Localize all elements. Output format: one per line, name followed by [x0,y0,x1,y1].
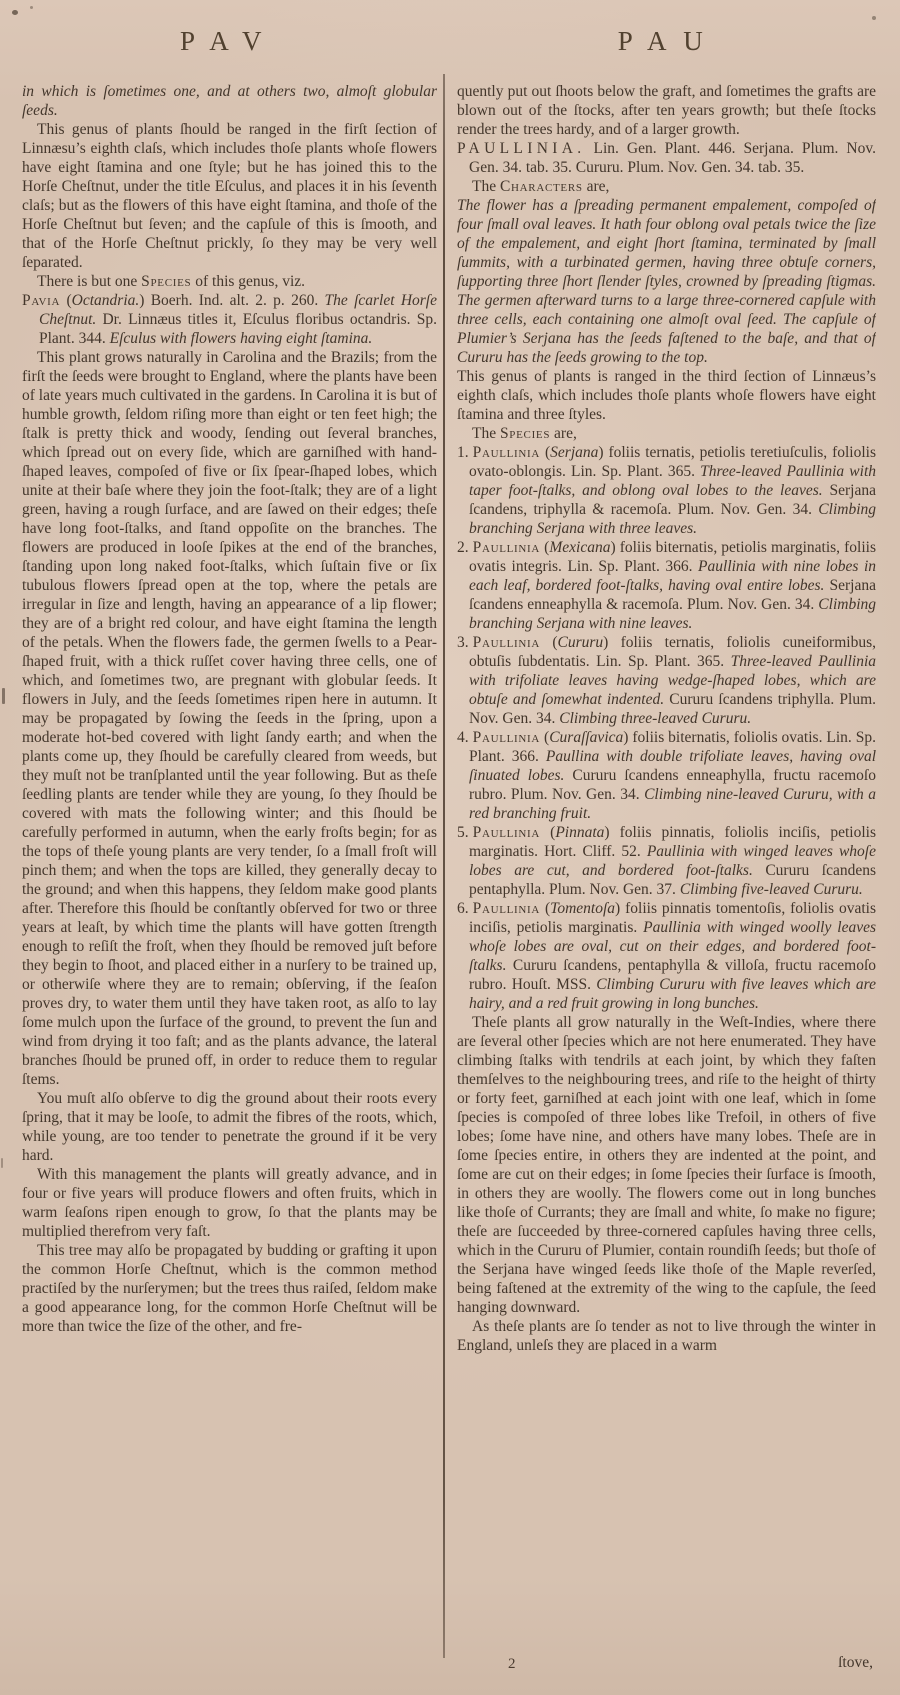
text-run: Mexicana [549,539,611,556]
paragraph [22,1089,437,1165]
paragraph [457,424,876,443]
text-run: Paullinia [472,444,541,461]
species-item [457,899,876,1013]
text-run: Lin. Gen. Plant. 446. Serjana. Plum. Nov. Gen. 34. tab. 35. Cururu. Plum. Nov. Gen. 34. tab. 35. [469,140,876,176]
ink-speck [12,10,18,15]
text-run: Cururu ſcandens pentaphylla. Plum. Nov. Gen. 37. [469,862,876,898]
paragraph [457,1317,876,1355]
text-run: ) foliis pinnatis tomentoſis, foliolis ovatis inciſis, petiolis marginatis. [469,900,876,936]
text-run: Cururu ſcandens, pentaphylla & villoſa, fructu racemoſo rubro. Houſt. MSS. [469,957,876,993]
paragraph [22,272,437,291]
text-run: ( [540,729,550,746]
text-run: Species [141,273,192,290]
text-run: Serjana ſcandens, triphylla & racemoſa. Plum. Nov. Gen. 34. [469,482,876,518]
text-run: Serjana [550,444,599,461]
species-number: 6. [457,900,469,917]
paragraph [457,367,876,424]
right-column [445,82,876,1656]
text-run: The [472,178,500,195]
text-run: ( [540,539,550,556]
ink-speck [872,16,876,20]
text-run: Paullinia with winged woolly leaves whoſe lobes are oval, cut on their edges, and bordered foot-ſtalks. [469,919,876,974]
text-run: ) foliis ternatis, foliolis cuneiformibus, obtuſis ſubdentatis. Lin. Sp. Plant. 365. [469,634,876,670]
text-run: This plant grows naturally in Carolina and the Brazils; from the firſt the ſeeds were brought to England, where the plants have been of late years much cultivated in the gardens. In Carolina it is but of humble growth, ſeldom riſing more than eight or ten feet high; the ſtalk is pretty thick and woody, ſending out ſeveral branches, which ſpread out on every ſide, which are garniſhed with hand-ſhaped leaves, compoſed of five or ſix ſpear-ſhaped lobes, which unite at their baſe where they join the foot-ſtalk; they are of a light green, having a rough ſurface, and are ſawed on their edges; theſe have long foot-ſtalks, and ſtand oppoſite on the branches. The flowers are produced in looſe ſpikes at the end of the branches, ſtanding upon long naked foot-ſtalks, which ſuſtain five or ſix tubulous flowers ſpread open at the top, where the petals are irregular in ſize and length, having an appearance of a lip flower; they are of a bright red colour, and have eight ſtamina the length of the petals. When the flowers fade, the germen ſwells to a Pear-ſhaped fruit, with a thick ruſſet cover having three cells, one of which, and ſometimes two, are pregnant with globular ſeeds. It flowers in July, and the ſeeds ſometimes ripen here in autumn. It may be propagated by ſowing the ſeeds in the ſpring, upon a moderate hot-bed covered with light ſandy earth; and when the plants come up, they ſhould be carefully cleared from weeds, but they muſt not be tranſplanted until the year following. But as theſe ſeedling plants are tender while they are young, ſo they ſhould be covered with mats the following winter; and this ſhould be carefully performed in autumn, when the early froſts begin; for as the tops of theſe young plants are very tender, ſo a ſmall froſt will pinch them; and when the tops are killed, they generally decay to the ground; and when this happens, they ſeldom make good plants after. Therefore this ſhould be conſtantly obſerved for two or three years at leaſt, by which time the plants will have gotten ſtrength enough to reſiſt the froſt, when they ſhould be removed juſt before they begin to ſhoot, and placed either in a nurſery to be trained up, or otherwiſe where they are to remain; obſerving, if the ſeaſon proves dry, to water them until they have taken root, as alſo to lay ſome mulch upon the ſurface of the ground, to prevent the ſun and wind from drying it too faſt; and as the plants advance, the lateral branches ſhould be pruned off, in order to reduce them to regular ſtems. [22,349,437,1088]
paragraph [22,291,437,348]
species-number: 2. [457,539,469,556]
text-run: Characters [499,178,583,195]
text-run: Paullinia [472,539,541,556]
text-run: ( [60,292,72,309]
text-run: are, [550,425,577,442]
text-run: Climbing Cururu with five leaves which are hairy, and a red fruit growing in long bunches. [469,976,876,1012]
running-head-right: PAU [617,26,720,56]
text-run: Pavia [22,292,61,309]
text-run: Paullinia [472,900,541,917]
text-run: ) foliis pinnatis, foliolis inciſis, petiolis marginatis. Hort. Cliff. 52. [469,824,876,860]
text-run: You muſt alſo obſerve to dig the ground about their roots every ſpring, that it may be looſe, to admit the fibres of the roots, which, while young, are too tender to penetrate the ground if it be very hard. [22,1090,437,1164]
ink-speck [1,1158,3,1168]
text-run: Cururu [557,634,604,651]
paragraph [457,196,876,367]
text-run: Climbing five-leaved Cururu. [679,881,863,898]
species-item [457,538,876,633]
paragraph [457,82,876,139]
species-number: 3. [457,634,469,651]
text-run: Tomentoſa [550,900,616,917]
text-run: Climbing nine-leaved Cururu, with a red branching fruit. [469,786,876,822]
paragraph [22,348,437,1089]
text-run: This genus of plants is ranged in the third ſection of Linnæus’s eighth claſs, which includes thoſe plants whoſe flowers have eight ſtamina and three ſtyles. [457,368,876,423]
catchword: ſtove, [838,1654,873,1671]
text-run: The flower has a ſpreading permanent empalement, compoſed of four ſmall oval leaves. It hath four oblong oval petals twice the ſize of the empalement, and eight ſhort ſtamina, terminated by ſmall ſummits, with a turbinated germen, having three obtuſe corners, ſupporting three ſhort ſlender ſtyles, crowned by ſpreading ſtigmas. The germen afterward turns to a large three-cornered capſule with three cells, each containing one almoſt oval ſeed. The capſule of Plumier’s Serjana has the ſeeds faſtened to the baſe, and that of Cururu has the ſeeds growing to the top. [457,197,876,366]
text-run: ) foliis ternatis, petiolis teretiuſculis, foliolis ovato-oblongis. Lin. Sp. Plant. 365. [469,444,876,480]
text-run: ( [540,444,551,461]
text-run: Paullinia [472,729,541,746]
text-run: ( [540,634,558,651]
paragraph [457,1013,876,1317]
text-run: Dr. Linnæus titles it, Eſculus floribus octandris. Sp. Plant. 344. [39,311,437,347]
text-run: of this genus, viz. [191,273,306,290]
species-number: 4. [457,729,469,746]
text-run: Cururu ſcandens enneaphylla, fructu racemoſo rubro. Plum. Nov. Gen. 34. [469,767,876,803]
text-run: ) Boerh. Ind. alt. 2. p. 260. [139,292,325,309]
text-run: Theſe plants all grow naturally in the Weſt-Indies, where there are ſeveral other ſpecies which are not here enumerated. They have climbing ſtalks with tendrils at each joint, by which they faſten themſelves to the neighbouring trees, and riſe to the height of thirty or forty feet, garniſhed at each joint with one leaf, which in ſome ſpecies is compoſed of three lobes like Trefoil, in others of five lobes; ſome have nine, and others have many lobes. Theſe are in ſome ſpecies entire, in others they are indented at the point, and ſome are cut on their edges; in ſome ſpecies their ſurface is ſmooth, in others they are woolly. The flowers come out in long bunches like thoſe of Currants; they are ſmall and white, ſo make no figure; theſe are ſucceeded by three-cornered capſules having three cells, which in the Cururu of Plumier, contain roundiſh ſeeds; but thoſe of the Serjana have winged ſeeds like thoſe of the Maple reverſed, being faſtened at the extremity of the wing to the capſule, the ſeed hanging downward. [457,1014,876,1316]
text-run: PAULLINIA. [457,140,586,157]
text-run: Paullinia [472,824,541,841]
paragraph [457,177,876,196]
text-run: ( [540,824,556,841]
species-item [457,633,876,728]
paragraph [22,1165,437,1241]
text-run: The [472,425,500,442]
text-run: Three-leaved Paullinia with taper foot-ſtalks, and oblong oval lobes to the leaves. [469,463,876,499]
paragraph [457,139,876,177]
text-run: Octandria. [71,292,140,309]
text-run: quently put out ſhoots below the graft, and ſometimes the grafts are blown out of the ſtocks, after ten years growth; but theſe ſtocks render the trees hardy, and of a larger growth. [457,83,876,138]
text-run: Paullinia with nine lobes in each leaf, bordered foot-ſtalks, having oval entire lobes. [469,558,876,594]
text-run: Climbing branching Serjana with nine leaves. [469,596,876,632]
catchword-row [445,1654,873,1672]
text-run: With this management the plants will greatly advance, and in four or five years will produce flowers and often fruits, which in warm ſeaſons ripen enough to grow, ſo that the plants may be multiplied therefrom very faſt. [22,1166,437,1240]
text-run: Climbing three-leaved Cururu. [559,710,752,727]
ink-speck [30,6,33,9]
text-run: Paullina with double trifoliate leaves, having oval ſinuated lobes. [469,748,876,784]
paragraph [22,1241,437,1336]
species-item [457,823,876,899]
text-run: Climbing branching Serjana with three leaves. [469,501,876,537]
text-run: Species [499,425,551,442]
species-item [457,443,876,538]
text-run: ) foliis biternatis, foliolis ovatis. Lin. Sp. Plant. 366. [469,729,876,765]
running-head-left: PAV [179,26,279,56]
text-run: Paullinia [472,634,541,651]
text-run: Serjana ſcandens enneaphylla & racemoſa. Plum. Nov. Gen. 34. [469,577,876,613]
text-run: As theſe plants are ſo tender as not to live through the winter in England, unleſs they are placed in a warm [457,1318,876,1354]
text-run: are, [582,178,610,195]
left-column [5,82,437,1656]
paragraph [22,120,437,272]
text-run: Paullinia with winged leaves whoſe lobes are cut, and bordered foot-ſtalks. [469,843,876,879]
text-run: Eſculus with flowers having eight ſtamina. [109,330,373,347]
species-number: 1. [457,444,469,461]
text-run: Pinnata [555,824,605,841]
signature-mark: 2 [508,1656,516,1672]
paragraph [22,82,437,120]
text-run: ) foliis biternatis, petiolis marginatis, foliis ovatis integris. Lin. Sp. Plant. 366. [469,539,876,575]
text-run: This genus of plants ſhould be ranged in the firſt ſection of Linnæsu’s eighth claſs, which includes thoſe plants whoſe flowers have eight ſtamina and one ſtyle; but he has joined this to the Horſe Cheſtnut, under the title Eſculus, and places it in his ſeventh claſs; but as the flowers of this have eight ſtamina, and thoſe of the Horſe Cheſtnut but ſeven; and the capſule of this is ſmooth, and that of the Horſe Cheſtnut prickly, ſo they may be very well ſeparated. [22,121,437,271]
text-run: There is but one [37,273,142,290]
text-run: Cururu ſcandens triphylla. Plum. Nov. Gen. 34. [469,691,876,727]
species-item [457,728,876,823]
species-number: 5. [457,824,469,841]
text-run: Curaſſavica [549,729,624,746]
text-run: This tree may alſo be propagated by budding or grafting it upon the common Horſe Cheſtnut, which is the common method practiſed by the nurſerymen; but the trees thus raiſed, ſeldom make a good appearance long, for the common Horſe Cheſtnut will be more than twice the ſize of the other, and fre- [22,1242,437,1335]
text-run: ( [540,900,551,917]
ink-speck [2,688,5,704]
text-run: in which is ſometimes one, and at others two, almoſt globular ſeeds. [22,83,437,119]
text-run: The ſcarlet Horſe Cheſtnut. [39,292,437,328]
text-run: Three-leaved Paullinia with trifoliate leaves having wedge-ſhaped lobes, which are obtuſe and ſomewhat indented. [469,653,876,708]
